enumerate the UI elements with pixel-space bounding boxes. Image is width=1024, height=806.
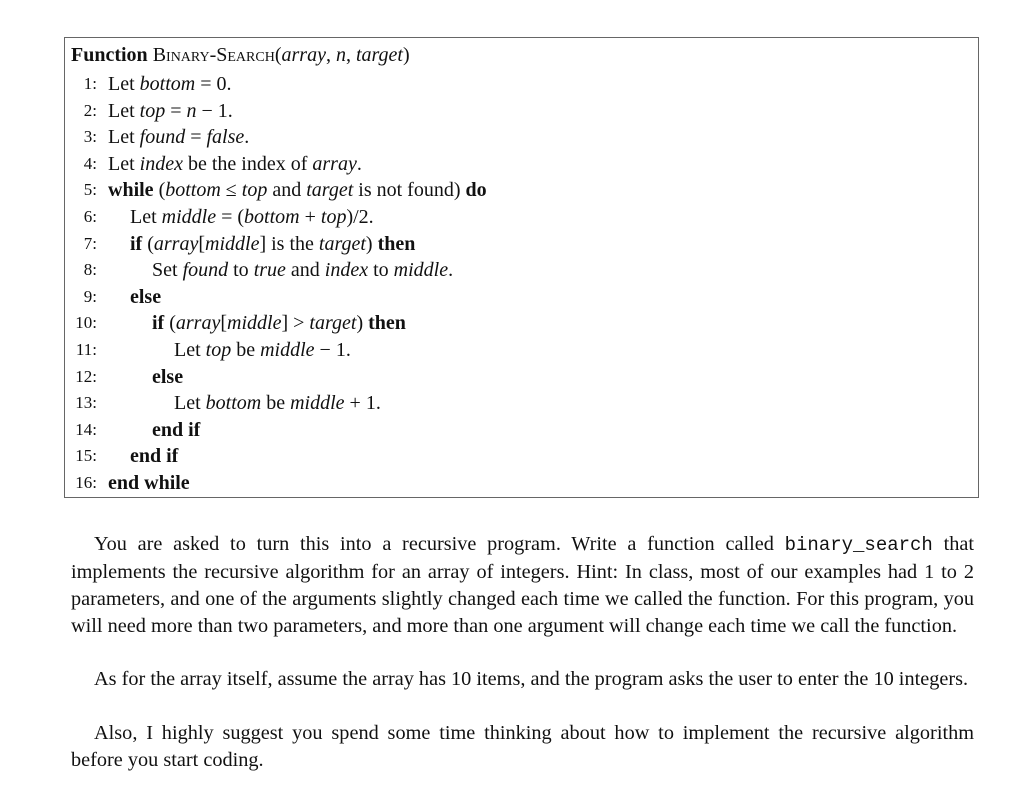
line-number: 6: xyxy=(83,207,97,226)
text-segment: Let xyxy=(108,99,140,122)
text-segment: . xyxy=(356,152,362,175)
keyword: else xyxy=(152,365,184,388)
line-number: 16: xyxy=(75,473,97,492)
math-var: array xyxy=(153,232,199,255)
algorithm-header xyxy=(71,43,410,67)
text-segment: that implements the recursive algorithm for an array of integers. Hint: In class, most of our examples had 1 to 2 parameters, and one of the arguments slightly changed each time we called the function. For this program, you will need more than two parameters, and more than one argument will change each time we call the function. xyxy=(71,533,974,637)
text-segment: ] > xyxy=(281,312,310,335)
line-number: 11: xyxy=(75,340,97,359)
keyword: then xyxy=(368,312,406,335)
line-text xyxy=(152,310,406,336)
math-var: middle xyxy=(393,259,449,282)
text-segment: to xyxy=(368,259,394,282)
line-text xyxy=(108,98,233,124)
line-number: 13: xyxy=(75,393,97,413)
math-var: n xyxy=(335,44,346,66)
text-segment: ( xyxy=(142,232,154,255)
keyword: then xyxy=(377,232,416,255)
function-name: Binary-Search xyxy=(152,44,275,66)
math-var: top xyxy=(320,206,347,228)
text-segment: + xyxy=(299,206,321,228)
math-var: middle xyxy=(227,312,282,335)
text-segment: Let xyxy=(174,339,206,361)
math-var: n xyxy=(186,99,197,122)
keyword: end if xyxy=(130,445,179,468)
text-segment: = 0. xyxy=(195,73,232,95)
math-var: middle xyxy=(260,339,315,361)
text-segment: + 1. xyxy=(344,392,381,415)
keyword: else xyxy=(130,285,162,308)
code-text: binary_search xyxy=(784,534,933,556)
text-segment: ( xyxy=(274,44,282,66)
math-var: true xyxy=(253,259,286,282)
text-segment: and xyxy=(267,179,307,202)
line-text xyxy=(152,417,200,443)
text-segment: You are asked to turn this into a recursive program. Write a function called xyxy=(94,533,785,555)
line-text xyxy=(130,204,374,230)
line-text xyxy=(108,470,190,496)
text-segment: = xyxy=(165,99,187,122)
math-var: top xyxy=(139,99,166,122)
line-text xyxy=(174,390,381,416)
text-segment: , xyxy=(325,44,336,66)
line-text xyxy=(152,257,453,283)
math-var: bottom xyxy=(139,73,196,95)
line-text xyxy=(130,231,415,257)
keyword: if xyxy=(130,232,143,255)
text-segment: ( xyxy=(164,312,176,335)
keyword: if xyxy=(152,312,165,335)
line-text xyxy=(108,71,232,97)
text-segment: be the index of xyxy=(182,152,313,175)
text-segment: ≤ xyxy=(220,179,242,202)
math-var: top xyxy=(241,179,268,202)
math-var: target xyxy=(309,312,357,335)
math-var: bottom xyxy=(244,206,300,228)
math-var: array xyxy=(281,44,326,66)
text-segment: be xyxy=(261,392,291,415)
text-segment: ) xyxy=(365,232,378,255)
text-segment: − 1. xyxy=(314,339,351,361)
line-text xyxy=(130,443,178,469)
math-var: target xyxy=(306,179,354,202)
math-var: middle xyxy=(290,392,345,415)
math-var: found xyxy=(182,259,229,282)
line-number: 10: xyxy=(75,313,97,333)
text-segment: , xyxy=(345,44,356,66)
line-number: 8: xyxy=(83,260,97,280)
text-segment: ] is the xyxy=(259,232,319,255)
line-number: 4: xyxy=(83,153,97,173)
keyword: do xyxy=(465,179,487,202)
text-segment: . xyxy=(244,126,250,149)
line-text xyxy=(108,177,487,203)
text-segment: Set xyxy=(152,259,183,282)
text-segment: Let xyxy=(130,206,162,228)
math-var: found xyxy=(139,126,186,149)
line-number: 9: xyxy=(83,286,97,306)
line-text xyxy=(152,364,183,390)
paragraph xyxy=(71,531,974,640)
text-segment: is not found) xyxy=(353,179,466,202)
math-var: index xyxy=(324,259,369,282)
paragraph xyxy=(71,720,974,774)
line-number: 1: xyxy=(83,74,97,93)
line-text xyxy=(174,337,351,363)
text-segment: Let xyxy=(108,152,140,175)
line-number: 7: xyxy=(83,233,97,253)
line-text xyxy=(130,284,161,310)
math-var: target xyxy=(318,232,366,255)
keyword: Function xyxy=(71,44,148,66)
text-segment: ( xyxy=(153,179,166,202)
math-var: array xyxy=(312,152,357,175)
line-number: 14: xyxy=(75,419,97,439)
math-var: false xyxy=(206,126,245,149)
text-segment: )/2. xyxy=(346,206,374,228)
line-number: 5: xyxy=(83,180,97,200)
line-text xyxy=(108,151,362,177)
line-number: 15: xyxy=(75,446,97,466)
keyword: while xyxy=(108,179,154,202)
line-number: 12: xyxy=(75,366,97,386)
math-var: index xyxy=(139,152,183,175)
text-segment: . xyxy=(448,259,454,282)
text-segment: ) xyxy=(402,44,410,66)
math-var: middle xyxy=(161,206,217,228)
math-var: middle xyxy=(205,232,260,255)
paragraph xyxy=(71,666,974,693)
line-number: 3: xyxy=(83,127,97,147)
keyword: end if xyxy=(152,418,201,441)
text-segment: ) xyxy=(356,312,369,335)
text-segment: to xyxy=(228,259,254,282)
text-segment: Let xyxy=(108,73,140,95)
math-var: bottom xyxy=(165,179,221,202)
text-segment: − 1. xyxy=(196,99,233,122)
keyword: end while xyxy=(108,472,190,494)
line-number: 2: xyxy=(83,100,97,120)
math-var: array xyxy=(175,312,221,335)
text-segment: Also, I highly suggest you spend some time thinking about how to implement the recursive algorithm before you start coding. xyxy=(71,722,974,771)
math-var: top xyxy=(205,339,232,361)
text-segment: Let xyxy=(108,126,140,149)
math-var: target xyxy=(355,44,403,66)
text-segment: As for the array itself, assume the array has 10 items, and the program asks the user to enter the 10 integers. xyxy=(94,668,969,690)
line-text xyxy=(108,124,249,150)
text-segment: Let xyxy=(174,392,206,415)
algorithm-box xyxy=(64,37,979,498)
text-segment: = xyxy=(185,126,207,149)
text-segment: and xyxy=(285,259,325,282)
text-segment: be xyxy=(231,339,261,361)
text-segment: = ( xyxy=(216,206,245,228)
text-segment: [ xyxy=(220,312,228,335)
text-segment: [ xyxy=(198,232,206,255)
math-var: bottom xyxy=(205,392,262,415)
